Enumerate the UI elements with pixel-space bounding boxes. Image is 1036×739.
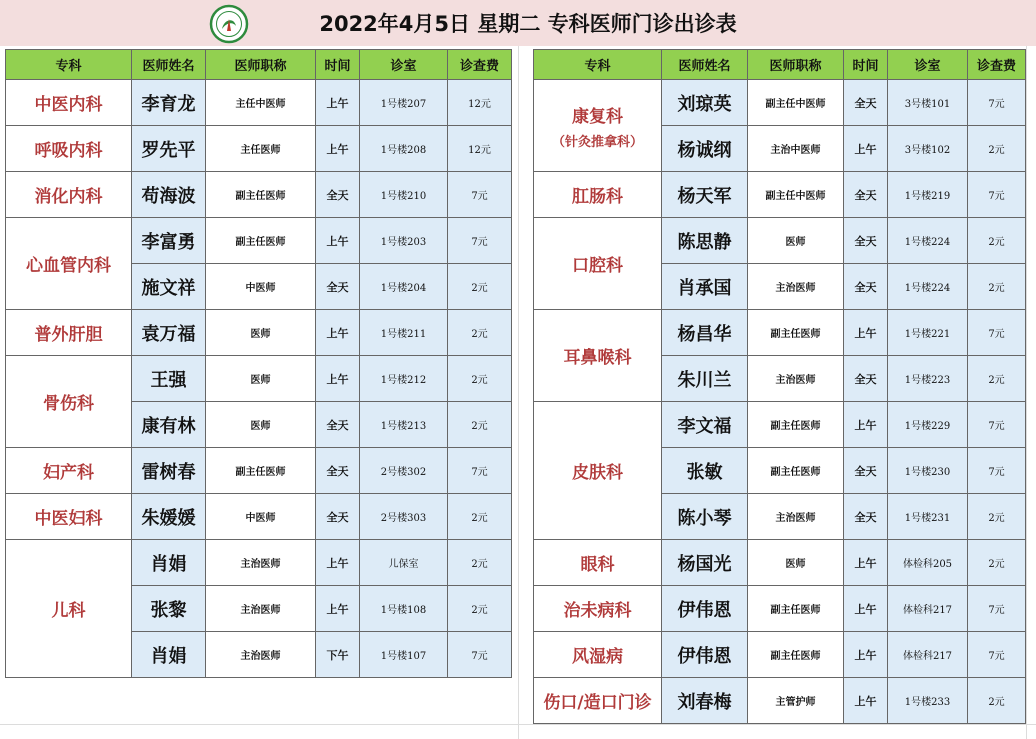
clinic-time: 上午 (844, 310, 888, 356)
doctor-title: 主管护师 (748, 678, 844, 724)
table-row (6, 540, 512, 586)
clinic-time: 上午 (316, 540, 360, 586)
doctor-title: 副主任医师 (748, 402, 844, 448)
clinic-time: 全天 (844, 494, 888, 540)
column-header: 医师姓名 (662, 50, 748, 80)
consultation-fee: 7元 (968, 310, 1026, 356)
doctor-name: 肖承国 (662, 264, 748, 310)
clinic-room: 1号楼224 (888, 264, 968, 310)
doctor-title: 主治医师 (206, 586, 316, 632)
department-cell (6, 494, 132, 540)
department-cell (6, 448, 132, 494)
consultation-fee: 2元 (448, 356, 512, 402)
doctor-title: 医师 (206, 356, 316, 402)
clinic-room: 1号楼208 (360, 126, 448, 172)
doctor-name: 苟海波 (132, 172, 206, 218)
consultation-fee: 2元 (968, 494, 1026, 540)
clinic-room: 3号楼101 (888, 80, 968, 126)
department-cell (534, 80, 662, 172)
clinic-room: 1号楼221 (888, 310, 968, 356)
clinic-room: 1号楼204 (360, 264, 448, 310)
clinic-room: 体检科217 (888, 586, 968, 632)
doctor-name: 王强 (132, 356, 206, 402)
right-header-row (534, 50, 1026, 80)
department-cell (534, 172, 662, 218)
consultation-fee: 7元 (448, 632, 512, 678)
consultation-fee: 7元 (968, 172, 1026, 218)
department-name: 骨伤科 (43, 394, 94, 414)
column-header: 诊室 (360, 50, 448, 80)
doctor-title: 主任医师 (206, 126, 316, 172)
doctor-title: 副主任医师 (748, 632, 844, 678)
department-name: 消化内科 (34, 187, 103, 207)
doctor-name: 刘春梅 (662, 678, 748, 724)
clinic-time: 上午 (316, 356, 360, 402)
doctor-title: 主治医师 (748, 264, 844, 310)
clinic-time: 全天 (316, 494, 360, 540)
doctor-title: 医师 (206, 310, 316, 356)
clinic-room: 1号楼219 (888, 172, 968, 218)
department-cell (6, 218, 132, 310)
clinic-room: 1号楼231 (888, 494, 968, 540)
department-cell (534, 218, 662, 310)
doctor-name: 张黎 (132, 586, 206, 632)
clinic-time: 全天 (844, 356, 888, 402)
consultation-fee: 7元 (968, 586, 1026, 632)
clinic-room: 3号楼102 (888, 126, 968, 172)
doctor-name: 杨昌华 (662, 310, 748, 356)
consultation-fee: 2元 (968, 218, 1026, 264)
column-header: 医师职称 (206, 50, 316, 80)
doctor-name: 李富勇 (132, 218, 206, 264)
doctor-name: 伊伟恩 (662, 632, 748, 678)
department-cell (534, 632, 662, 678)
table-row (534, 402, 1026, 448)
clinic-time: 上午 (844, 678, 888, 724)
clinic-time: 全天 (316, 448, 360, 494)
doctor-title: 医师 (748, 540, 844, 586)
consultation-fee: 2元 (448, 540, 512, 586)
clinic-room: 1号楼107 (360, 632, 448, 678)
clinic-room: 1号楼108 (360, 586, 448, 632)
right-schedule-table (533, 49, 1026, 724)
doctor-name: 刘琼英 (662, 80, 748, 126)
column-header: 诊室 (888, 50, 968, 80)
clinic-time: 上午 (844, 586, 888, 632)
clinic-time: 全天 (316, 402, 360, 448)
department-name: 肛肠科 (572, 187, 623, 207)
doctor-name: 朱川兰 (662, 356, 748, 402)
clinic-time: 上午 (316, 80, 360, 126)
department-cell (534, 310, 662, 402)
consultation-fee: 2元 (968, 356, 1026, 402)
doctor-name: 雷树春 (132, 448, 206, 494)
column-header: 诊查费 (968, 50, 1026, 80)
table-row (6, 356, 512, 402)
left-schedule-table (5, 49, 512, 678)
clinic-time: 上午 (316, 218, 360, 264)
clinic-time: 上午 (844, 402, 888, 448)
doctor-title: 中医师 (206, 264, 316, 310)
clinic-time: 上午 (316, 126, 360, 172)
clinic-room: 1号楼207 (360, 80, 448, 126)
table-row (6, 218, 512, 264)
doctor-name: 李文福 (662, 402, 748, 448)
consultation-fee: 2元 (448, 402, 512, 448)
clinic-room: 儿保室 (360, 540, 448, 586)
table-row (534, 540, 1026, 586)
clinic-room: 2号楼303 (360, 494, 448, 540)
consultation-fee: 7元 (448, 172, 512, 218)
doctor-name: 李育龙 (132, 80, 206, 126)
column-header: 时间 (316, 50, 360, 80)
department-cell (6, 80, 132, 126)
department-name: 眼科 (580, 555, 615, 575)
doctor-title: 中医师 (206, 494, 316, 540)
consultation-fee: 12元 (448, 80, 512, 126)
clinic-time: 上午 (844, 126, 888, 172)
clinic-time: 全天 (844, 172, 888, 218)
clinic-time: 全天 (316, 264, 360, 310)
clinic-room: 1号楼212 (360, 356, 448, 402)
department-cell (6, 540, 132, 678)
department-subtitle: （针灸推拿科） (551, 134, 643, 150)
doctor-name: 施文祥 (132, 264, 206, 310)
doctor-title: 副主任医师 (206, 448, 316, 494)
clinic-time: 上午 (844, 540, 888, 586)
table-row (6, 80, 512, 126)
consultation-fee: 2元 (968, 264, 1026, 310)
clinic-time: 全天 (844, 218, 888, 264)
consultation-fee: 2元 (448, 264, 512, 310)
doctor-title: 副主任医师 (748, 310, 844, 356)
clinic-room: 1号楼224 (888, 218, 968, 264)
department-name: 呼吸内科 (34, 141, 103, 161)
doctor-title: 副主任医师 (748, 448, 844, 494)
clinic-time: 全天 (844, 80, 888, 126)
doctor-name: 陈思静 (662, 218, 748, 264)
doctor-title: 副主任医师 (206, 218, 316, 264)
doctor-title: 副主任医师 (748, 586, 844, 632)
clinic-room: 1号楼211 (360, 310, 448, 356)
table-row (534, 310, 1026, 356)
table-row (534, 586, 1026, 632)
consultation-fee: 7元 (448, 218, 512, 264)
doctor-name: 肖娟 (132, 632, 206, 678)
consultation-fee: 2元 (968, 126, 1026, 172)
consultation-fee: 7元 (968, 402, 1026, 448)
table-row (6, 448, 512, 494)
clinic-time: 上午 (316, 310, 360, 356)
doctor-name: 伊伟恩 (662, 586, 748, 632)
doctor-title: 医师 (206, 402, 316, 448)
clinic-room: 1号楼223 (888, 356, 968, 402)
doctor-name: 康有林 (132, 402, 206, 448)
department-name: 皮肤科 (572, 463, 623, 483)
department-cell (6, 126, 132, 172)
department-name: 中医妇科 (34, 509, 103, 529)
department-cell (6, 356, 132, 448)
department-cell (534, 586, 662, 632)
doctor-title: 主治医师 (748, 494, 844, 540)
department-name: 耳鼻喉科 (563, 348, 632, 368)
doctor-name: 杨天军 (662, 172, 748, 218)
department-name: 康复科 (572, 106, 623, 127)
department-cell (6, 310, 132, 356)
doctor-title: 医师 (748, 218, 844, 264)
column-header: 专科 (6, 50, 132, 80)
department-name: 儿科 (51, 601, 86, 621)
department-name: 妇产科 (43, 463, 94, 483)
column-header: 医师职称 (748, 50, 844, 80)
table-row (534, 678, 1026, 724)
department-name: 心血管内科 (26, 256, 111, 276)
doctor-title: 主任中医师 (206, 80, 316, 126)
doctor-name: 杨国光 (662, 540, 748, 586)
department-name: 口腔科 (572, 256, 623, 276)
clinic-time: 上午 (844, 632, 888, 678)
left-header-row (6, 50, 512, 80)
doctor-name: 袁万福 (132, 310, 206, 356)
department-name: 伤口/造口门诊 (543, 693, 652, 713)
consultation-fee: 2元 (968, 540, 1026, 586)
doctor-title: 副主任中医师 (748, 172, 844, 218)
consultation-fee: 12元 (448, 126, 512, 172)
clinic-room: 1号楼213 (360, 402, 448, 448)
department-cell (534, 678, 662, 724)
consultation-fee: 2元 (968, 678, 1026, 724)
table-row (534, 172, 1026, 218)
doctor-name: 罗先平 (132, 126, 206, 172)
clinic-time: 上午 (316, 586, 360, 632)
table-row (6, 310, 512, 356)
doctor-name: 肖娟 (132, 540, 206, 586)
table-row (6, 494, 512, 540)
doctor-title: 主治医师 (748, 356, 844, 402)
hospital-emblem-icon (207, 4, 251, 44)
clinic-room: 体检科205 (888, 540, 968, 586)
clinic-room: 2号楼302 (360, 448, 448, 494)
consultation-fee: 2元 (448, 586, 512, 632)
doctor-name: 朱媛媛 (132, 494, 206, 540)
doctor-title: 副主任医师 (206, 172, 316, 218)
column-header: 医师姓名 (132, 50, 206, 80)
doctor-title: 主治医师 (206, 632, 316, 678)
doctor-title: 主治中医师 (748, 126, 844, 172)
clinic-room: 1号楼210 (360, 172, 448, 218)
clinic-room: 1号楼229 (888, 402, 968, 448)
department-cell (534, 402, 662, 540)
table-row (534, 80, 1026, 126)
department-name: 风湿病 (572, 647, 623, 667)
table-row (6, 126, 512, 172)
consultation-fee: 7元 (968, 632, 1026, 678)
clinic-room: 体检科217 (888, 632, 968, 678)
column-header: 专科 (534, 50, 662, 80)
consultation-fee: 7元 (448, 448, 512, 494)
clinic-room: 1号楼230 (888, 448, 968, 494)
doctor-name: 张敏 (662, 448, 748, 494)
department-name: 治未病科 (563, 601, 632, 621)
clinic-time: 下午 (316, 632, 360, 678)
column-header: 时间 (844, 50, 888, 80)
clinic-time: 全天 (844, 448, 888, 494)
title-bar (0, 0, 1036, 46)
doctor-name: 陈小琴 (662, 494, 748, 540)
department-name: 中医内科 (34, 95, 103, 115)
table-row (534, 632, 1026, 678)
doctor-name: 杨诚纲 (662, 126, 748, 172)
consultation-fee: 7元 (968, 80, 1026, 126)
page-title: 2022年4月5日 星期二 专科医师门诊出诊表 (319, 12, 737, 36)
department-cell (534, 540, 662, 586)
clinic-time: 全天 (316, 172, 360, 218)
column-header: 诊查费 (448, 50, 512, 80)
consultation-fee: 2元 (448, 310, 512, 356)
table-row (534, 218, 1026, 264)
clinic-time: 全天 (844, 264, 888, 310)
department-name: 普外肝胆 (34, 325, 103, 345)
doctor-title: 主治医师 (206, 540, 316, 586)
consultation-fee: 2元 (448, 494, 512, 540)
clinic-room: 1号楼203 (360, 218, 448, 264)
doctor-title: 副主任中医师 (748, 80, 844, 126)
clinic-room: 1号楼233 (888, 678, 968, 724)
department-cell (6, 172, 132, 218)
consultation-fee: 7元 (968, 448, 1026, 494)
table-row (6, 172, 512, 218)
